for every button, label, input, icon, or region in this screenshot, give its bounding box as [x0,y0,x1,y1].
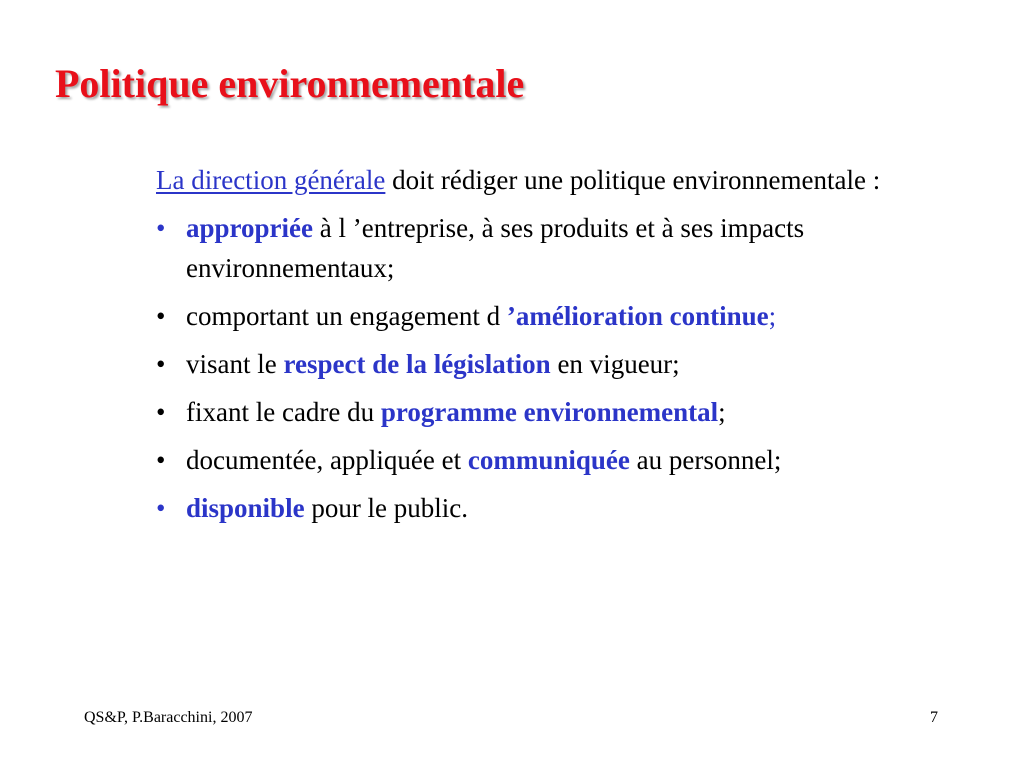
item-text-after: pour le public. [304,493,469,523]
highlight-text: respect de la législation [283,349,551,379]
slide-content [156,160,904,536]
bullet-dot: • [156,445,166,475]
list-item [156,296,904,336]
bullet-list [156,208,904,528]
item-text-after: ; [768,301,777,331]
item-text-after: en vigueur; [550,349,680,379]
item-text-before: visant le [186,349,284,379]
item-text-before: comportant un engagement d [186,301,507,331]
highlight-text: disponible [186,493,305,523]
list-item [156,440,904,480]
footer-credit: QS&P, P.Baracchini, 2007 [84,709,253,726]
list-item [156,208,904,288]
bullet-dot: • [156,301,166,331]
item-text-after: à l ’entreprise, à ses produits et à ses impacts environnementaux; [186,213,805,283]
list-item [156,488,904,528]
bullet-dot: • [156,493,166,523]
item-text-after: ; [718,397,726,427]
item-text-after: au personnel; [629,445,782,475]
item-text-before: documentée, appliquée et [186,445,468,475]
item-text-before: fixant le cadre du [186,397,381,427]
highlight-text: programme environnemental [380,397,719,427]
bullet-dot: • [156,213,166,243]
slide-title: Politique environnementale [55,61,525,106]
list-item [156,392,904,432]
list-item [156,344,904,384]
highlight-text: communiquée [467,445,630,475]
highlight-text: appropriée [186,213,313,243]
bullet-dot: • [156,397,166,427]
page-number: 7 [930,709,938,726]
highlight-text: ’amélioration continue [506,301,769,331]
direction-generale-link[interactable]: La direction générale [156,165,386,195]
intro-rest-text: doit rédiger une politique environnementale : [385,165,881,195]
intro-paragraph [156,160,904,200]
bullet-dot: • [156,349,166,379]
